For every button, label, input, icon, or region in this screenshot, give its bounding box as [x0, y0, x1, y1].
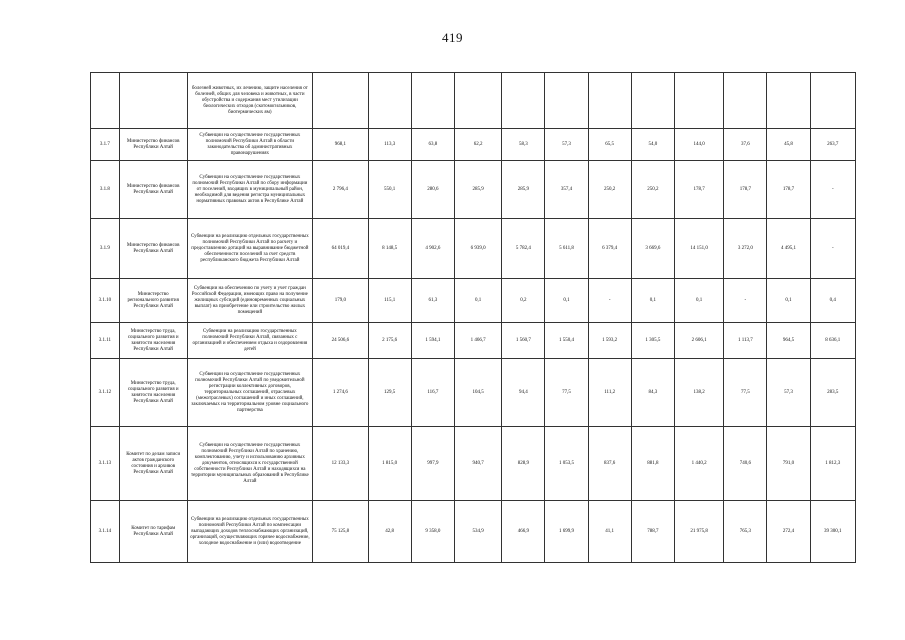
row-value-cell: 765,3: [724, 501, 767, 563]
page-number: 419: [442, 30, 463, 45]
row-organization-cell: Министерство финансов Республики Алтай: [119, 219, 187, 279]
row-value-cell: 104,5: [454, 359, 501, 427]
row-code-cell: 3.1.8: [91, 161, 120, 219]
row-value-cell: 63,8: [411, 129, 454, 161]
row-value-cell: 2 175,6: [368, 323, 411, 359]
row-description-cell: Субвенции на осуществление государственных полномочий Республики Алтай в области законодательства об административных правонарушениях: [187, 129, 312, 161]
row-value-cell: 8 148,5: [368, 219, 411, 279]
row-value-cell: 1 274,6: [313, 359, 369, 427]
row-value-cell: -: [810, 161, 855, 219]
row-value-cell: 42,8: [368, 501, 411, 563]
table-row: [91, 359, 856, 427]
row-value-cell: 1 812,3: [810, 427, 855, 501]
row-value-cell: 144,0: [674, 129, 723, 161]
row-value-cell: 1 699,9: [545, 501, 588, 563]
row-value-cell: [588, 73, 631, 129]
row-value-cell: 0,1: [767, 279, 810, 323]
row-value-cell: 0,1: [674, 279, 723, 323]
row-value-cell: 0,1: [454, 279, 501, 323]
row-code-cell: 3.1.14: [91, 501, 120, 563]
row-value-cell: 357,4: [545, 161, 588, 219]
row-value-cell: 2 796,4: [313, 161, 369, 219]
row-value-cell: 285,9: [454, 161, 501, 219]
row-value-cell: 1 113,7: [724, 323, 767, 359]
row-value-cell: -: [588, 279, 631, 323]
row-value-cell: 0,4: [810, 279, 855, 323]
row-organization-cell: Министерство финансов Республики Алтай: [119, 129, 187, 161]
row-value-cell: 21 975,8: [674, 501, 723, 563]
row-value-cell: [368, 73, 411, 129]
row-value-cell: 129,5: [368, 359, 411, 427]
row-value-cell: [810, 73, 855, 129]
row-value-cell: 37,6: [724, 129, 767, 161]
row-description-cell: Субвенции на осуществление государственных полномочий Республики Алтай по хранению, комплектованию, учету и использованию архивных документов, относящихся к государственной собственности Республики Алтай и находящихся на территории муниципальных образований в Республике Алтай: [187, 427, 312, 501]
row-description-cell: Субвенции на обеспечению по учету и учет граждан Российской Федерации, имеющих право на получение жилищных субсидий (единовременных социальных выплат) на приобретение или строительство жилых помещений: [187, 279, 312, 323]
row-value-cell: 5 611,8: [545, 219, 588, 279]
row-value-cell: 178,7: [674, 161, 723, 219]
row-description-cell: болезней животных, их лечению, защите населения от болезней, общих для человека и животных, в части обустройства и содержания мест утилизации биологических отходов (скотомогильников, биотермических ям): [187, 73, 312, 129]
row-description-cell: Субвенции на осуществление государственных полномочий Республики Алтай по сбору информации от поселений, входящих в муниципальный район, необходимой для ведения регистра муниципальных нормативных правовых актов в Республике Алтай: [187, 161, 312, 219]
row-value-cell: 12 133,3: [313, 427, 369, 501]
row-value-cell: 58,3: [502, 129, 545, 161]
row-organization-cell: [119, 73, 187, 129]
row-value-cell: 111,2: [588, 359, 631, 427]
row-value-cell: 280,6: [411, 161, 454, 219]
row-value-cell: 138,2: [674, 359, 723, 427]
row-value-cell: [545, 73, 588, 129]
row-organization-cell: Министерство труда, социального развития и занятости населения Республики Алтай: [119, 323, 187, 359]
table-row: [91, 161, 856, 219]
row-value-cell: 1 466,7: [454, 323, 501, 359]
row-description-cell: Субвенции на осуществление государственных полномочий Республики Алтай по уведомительной регистрации коллективных договоров, территориальных соглашений, отраслевых (межотраслевых) соглашений и иных соглашений, заключаемых на территориальном уровне социального партнерства: [187, 359, 312, 427]
row-value-cell: 272,4: [767, 501, 810, 563]
row-value-cell: 881,8: [631, 427, 674, 501]
row-value-cell: 997,9: [411, 427, 454, 501]
row-value-cell: 57,3: [767, 359, 810, 427]
row-description-cell: Субвенции на реализацию отдельных государственных полномочий Республики Алтай по компенсации выпадающих доходов теплоснабжающих организаций, организаций, осуществляющих горячее водоснабжение, холодное водоснабжение и (или) водоотведение: [187, 501, 312, 563]
table-row: [91, 219, 856, 279]
row-value-cell: 1 593,2: [588, 323, 631, 359]
row-value-cell: 84,3: [631, 359, 674, 427]
row-value-cell: 1 305,5: [631, 323, 674, 359]
row-organization-cell: Министерство финансов Республики Алтай: [119, 161, 187, 219]
row-value-cell: 837,6: [588, 427, 631, 501]
row-value-cell: [313, 73, 369, 129]
row-value-cell: 6 379,4: [588, 219, 631, 279]
row-value-cell: 1 053,5: [545, 427, 588, 501]
row-value-cell: 115,1: [368, 279, 411, 323]
row-description-cell: Субвенции на реализацию отдельных государственных полномочий Республики Алтай по расчету и предоставлению дотаций на выравнивание бюджетной обеспеченности поселений за счет средств республиканского бюджета Республики Алтай: [187, 219, 312, 279]
row-value-cell: 1 815,0: [368, 427, 411, 501]
row-value-cell: -: [810, 219, 855, 279]
row-value-cell: [724, 73, 767, 129]
row-value-cell: 178,7: [767, 161, 810, 219]
row-organization-cell: Министерство труда, социального развития и занятости населения Республики Алтай: [119, 359, 187, 427]
row-value-cell: 57,3: [545, 129, 588, 161]
row-value-cell: 113,3: [368, 129, 411, 161]
row-value-cell: 62,2: [454, 129, 501, 161]
table-row: [91, 279, 856, 323]
row-value-cell: 828,9: [502, 427, 545, 501]
budget-table: [90, 72, 856, 563]
row-value-cell: 1 440,2: [674, 427, 723, 501]
row-value-cell: 940,7: [454, 427, 501, 501]
table-row: [91, 129, 856, 161]
row-value-cell: [631, 73, 674, 129]
row-code-cell: 3.1.10: [91, 279, 120, 323]
row-organization-cell: Комитет по тарифам Республики Алтай: [119, 501, 187, 563]
row-value-cell: 2 606,1: [674, 323, 723, 359]
row-value-cell: 9 358,0: [411, 501, 454, 563]
row-value-cell: [502, 73, 545, 129]
table-row: [91, 427, 856, 501]
row-value-cell: 3 272,0: [724, 219, 767, 279]
row-value-cell: 77,5: [724, 359, 767, 427]
row-organization-cell: Комитет по делам записи актов гражданского состояния и архивов Республики Алтай: [119, 427, 187, 501]
row-value-cell: [454, 73, 501, 129]
row-value-cell: 534,9: [454, 501, 501, 563]
row-value-cell: 41,1: [588, 501, 631, 563]
row-value-cell: 740,6: [724, 427, 767, 501]
row-value-cell: 0,1: [631, 279, 674, 323]
row-value-cell: 65,5: [588, 129, 631, 161]
row-code-cell: 3.1.11: [91, 323, 120, 359]
row-value-cell: 466,9: [502, 501, 545, 563]
row-description-cell: Субвенции на реализацию государственных полномочий Республики Алтай, связанных с организацией и обеспечением отдыха и оздоровления детей: [187, 323, 312, 359]
row-value-cell: 116,7: [411, 359, 454, 427]
row-value-cell: 77,5: [545, 359, 588, 427]
row-code-cell: 3.1.12: [91, 359, 120, 427]
row-value-cell: 14 151,0: [674, 219, 723, 279]
row-value-cell: 285,9: [502, 161, 545, 219]
row-value-cell: [674, 73, 723, 129]
row-value-cell: 4 495,1: [767, 219, 810, 279]
row-value-cell: 3 669,6: [631, 219, 674, 279]
row-value-cell: 8 636,1: [810, 323, 855, 359]
row-value-cell: 968,1: [313, 129, 369, 161]
row-value-cell: 94,4: [502, 359, 545, 427]
row-value-cell: 179,0: [313, 279, 369, 323]
row-value-cell: 54,0: [631, 129, 674, 161]
row-value-cell: 250,2: [588, 161, 631, 219]
row-value-cell: 263,7: [810, 129, 855, 161]
row-value-cell: 1 550,4: [545, 323, 588, 359]
table-row: [91, 73, 856, 129]
row-code-cell: 3.1.7: [91, 129, 120, 161]
row-value-cell: 6 939,0: [454, 219, 501, 279]
row-value-cell: 788,7: [631, 501, 674, 563]
row-code-cell: 3.1.9: [91, 219, 120, 279]
row-value-cell: 250,2: [631, 161, 674, 219]
row-value-cell: 1 560,7: [502, 323, 545, 359]
row-value-cell: 5 782,4: [502, 219, 545, 279]
row-value-cell: 0,2: [502, 279, 545, 323]
row-value-cell: 24 506,6: [313, 323, 369, 359]
row-value-cell: 1 594,1: [411, 323, 454, 359]
row-value-cell: 75 125,8: [313, 501, 369, 563]
row-organization-cell: Министерство регионального развития Республики Алтай: [119, 279, 187, 323]
row-value-cell: 45,8: [767, 129, 810, 161]
row-code-cell: [91, 73, 120, 129]
row-value-cell: 4 902,6: [411, 219, 454, 279]
row-value-cell: 39 300,1: [810, 501, 855, 563]
row-value-cell: 283,5: [810, 359, 855, 427]
row-value-cell: 61,3: [411, 279, 454, 323]
row-value-cell: 550,1: [368, 161, 411, 219]
table-body: [91, 73, 856, 563]
row-code-cell: 3.1.13: [91, 427, 120, 501]
row-value-cell: 64 019,4: [313, 219, 369, 279]
row-value-cell: [767, 73, 810, 129]
table-row: [91, 501, 856, 563]
row-value-cell: 0,1: [545, 279, 588, 323]
table-row: [91, 323, 856, 359]
row-value-cell: 791,0: [767, 427, 810, 501]
row-value-cell: 178,7: [724, 161, 767, 219]
row-value-cell: 964,5: [767, 323, 810, 359]
row-value-cell: [411, 73, 454, 129]
row-value-cell: -: [724, 279, 767, 323]
